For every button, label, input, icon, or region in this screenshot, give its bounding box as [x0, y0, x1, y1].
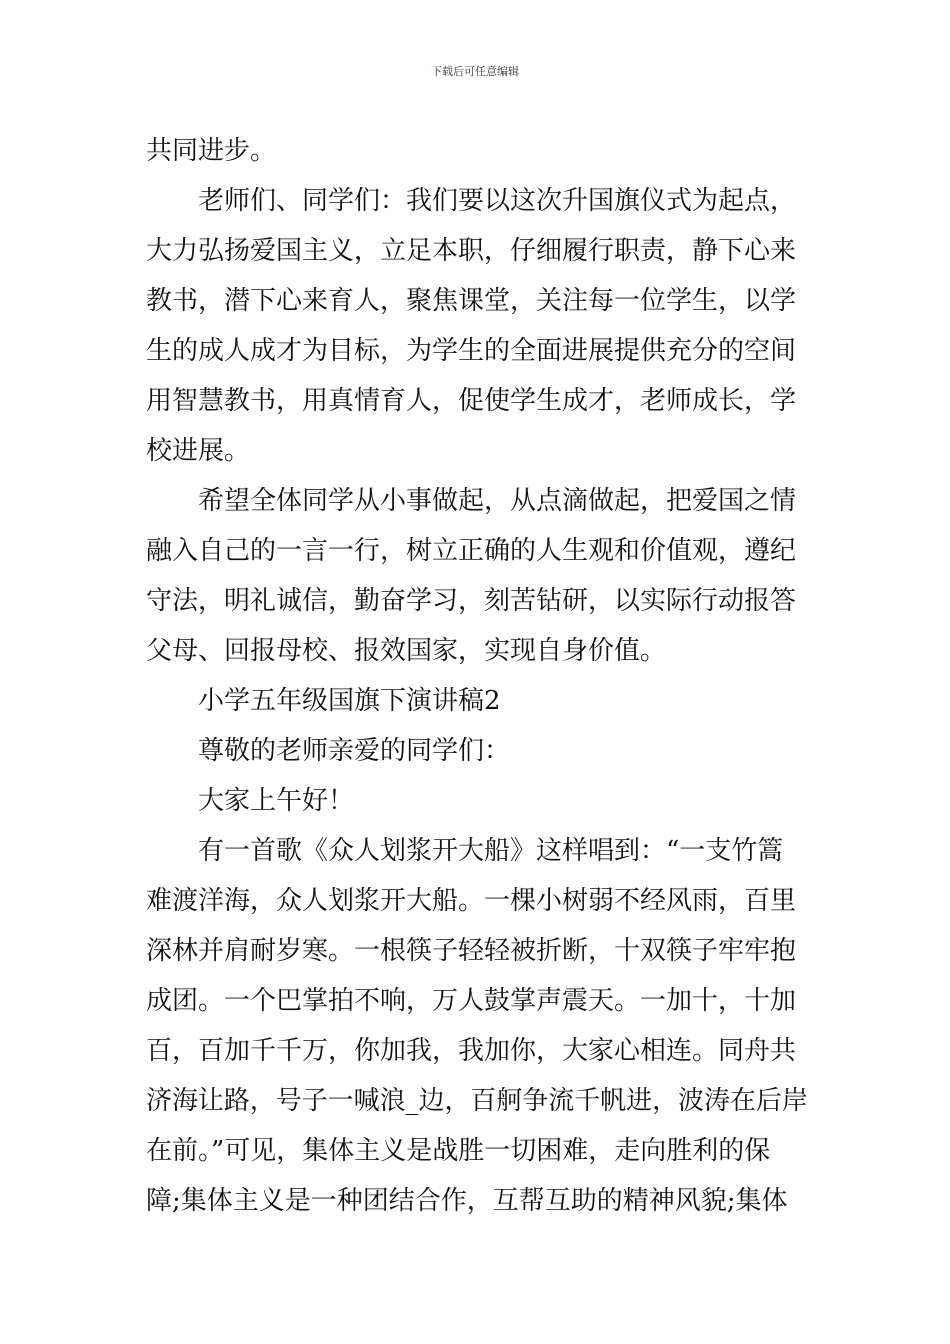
text-line: 守法，明礼诚信，勤奋学习，刻苦钻研，以实际行动报答	[146, 586, 797, 616]
text-line: 希望全体同学从小事做起，从点滴做起，把爱国之情	[198, 486, 797, 516]
text-line: 百，百加千千万，你加我，我加你，大家心相连。同舟共	[146, 1036, 797, 1066]
text-line: 大家上午好！	[198, 786, 355, 816]
text-line: 成团。一个巴掌拍不响，万人鼓掌声震天。一加十，十加	[146, 986, 797, 1016]
text-line: 有一首歌《众人划浆开大船》这样唱到：“一支竹篙	[198, 836, 784, 866]
text-line: 障;集体主义是一种团结合作，互帮互助的精神风貌;集体	[146, 1186, 788, 1216]
text-line: 融入自己的一言一行，树立正确的人生观和价值观，遵纪	[146, 536, 797, 566]
page-header: 下载后可任意编辑	[431, 65, 519, 78]
document-body	[146, 126, 808, 1226]
text-line: 生的成人成才为目标，为学生的全面进展提供充分的空间	[146, 336, 797, 366]
text-line: 大力弘扬爱国主义，立足本职，仔细履行职责，静下心来	[146, 236, 797, 266]
text-line: 难渡洋海，众人划浆开大船。一棵小树弱不经风雨，百里	[146, 886, 797, 916]
text-line: 用智慧教书，用真情育人，促使学生成才，老师成长，学	[146, 386, 797, 416]
text-line: 小学五年级国旗下演讲稿2	[198, 686, 501, 716]
text-line: 共同进步。	[146, 136, 277, 166]
text-line: 校进展。	[146, 436, 251, 466]
text-line: 老师们、同学们：我们要以这次升国旗仪式为起点，	[198, 186, 797, 216]
text-line: 济海让路，号子一喊浪_边，百舸争流千帆进，波涛在后岸	[146, 1086, 808, 1116]
text-line: 父母、回报母校、报效国家，实现自身价值。	[146, 636, 667, 666]
text-line: 尊敬的老师亲爱的同学们：	[198, 736, 511, 766]
text-line: 深林并肩耐岁寒。一根筷子轻轻被折断，十双筷子牢牢抱	[146, 936, 797, 966]
text-line: 在前。”可见，集体主义是战胜一切困难，走向胜利的保	[146, 1136, 771, 1166]
text-line: 教书，潜下心来育人，聚焦课堂，关注每一位学生，以学	[146, 286, 797, 316]
